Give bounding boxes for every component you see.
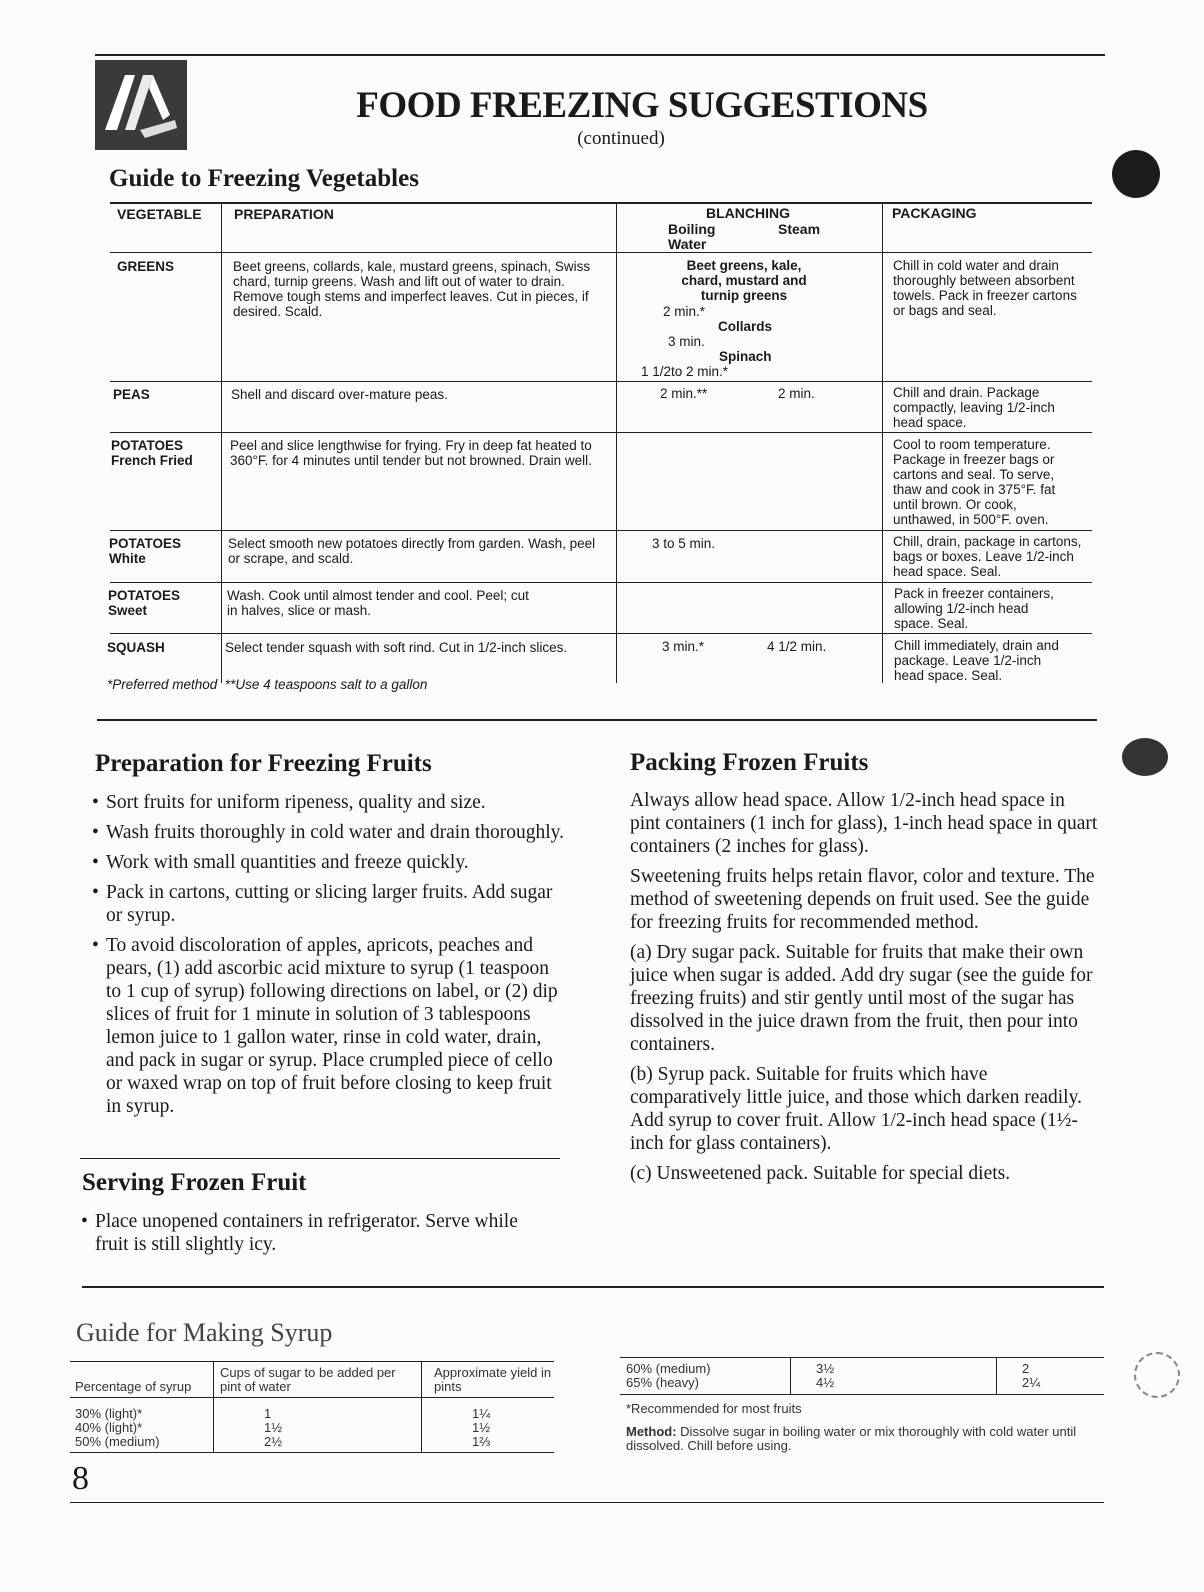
syrup-percentage-cells: 30% (light)* 40% (light)* 50% (medium) xyxy=(75,1406,160,1449)
col-header-boiling-water: Water xyxy=(668,236,707,252)
paragraph: (c) Unsweetened pack. Suitable for special diets. xyxy=(630,1163,1011,1184)
packing-text xyxy=(630,789,1100,1192)
col-header-boiling: Boiling xyxy=(668,221,716,237)
page-title: FOOD FREEZING SUGGESTIONS xyxy=(356,85,928,126)
paragraph: Always allow head space. Allow 1/2-inch head space in pint containers (1 inch for glass), 1-inch head space in quart containers (2 inches for glass). xyxy=(630,790,1098,857)
veg-table-col-rule xyxy=(221,203,222,683)
col-header-packaging: PACKAGING xyxy=(892,205,977,221)
section-divider xyxy=(97,719,1097,721)
veg-table-row-rule xyxy=(110,633,1092,634)
veg-table-row-rule xyxy=(110,432,1092,433)
syrup-method-text: Dissolve sugar in boiling water or mix thoroughly with cold water until dissolved. Chill before using. xyxy=(626,1424,1077,1453)
row-packaging: Cool to room temperature. Package in freezer bags or cartons and seal. To serve, thaw and cook in 375°F. fat until brown. Or cook, unthawed, in 500°F. oven. xyxy=(893,437,1056,527)
row-preparation: Select smooth new potatoes directly from garden. Wash, peel or scrape, and scald. xyxy=(228,536,596,566)
syrup-percentage-cells: 60% (medium) 65% (heavy) xyxy=(626,1361,711,1390)
collards-label: Collards xyxy=(718,319,773,334)
veg-table-header-rule xyxy=(110,252,1092,253)
syrup-yield-cells: 1¼ 1½ 1⅔ xyxy=(472,1406,491,1449)
serving-heading: Serving Frozen Fruit xyxy=(82,1169,307,1196)
row-vegetable-name: PEAS xyxy=(113,387,150,402)
col-header-preparation: PREPARATION xyxy=(234,206,334,222)
row-packaging: Chill immediately, drain and package. Leave 1/2-inch head space. Seal. xyxy=(894,638,1059,683)
syrup-table-col-rule xyxy=(421,1362,422,1452)
page-number: 8 xyxy=(72,1460,89,1497)
list-item: • Wash fruits thoroughly in cold water and drain thoroughly. xyxy=(86,821,566,844)
col-header-blanching: BLANCHING xyxy=(706,205,790,221)
col-header-vegetable: VEGETABLE xyxy=(117,206,202,222)
greens-blanching-label: Beet greens, kale, chard, mustard and turnip greens xyxy=(681,258,807,303)
packing-heading: Packing Frozen Fruits xyxy=(630,749,869,776)
row-preparation: Select tender squash with soft rind. Cut in 1/2-inch slices. xyxy=(225,640,568,655)
syrup-col-header-percentage: Percentage of syrup xyxy=(75,1379,192,1394)
row-vegetable-name: POTATOES White xyxy=(109,536,182,566)
row-vegetable-name: GREENS xyxy=(117,259,175,274)
row-boiling-time: 3 min.* xyxy=(662,639,705,654)
collards-time: 3 min. xyxy=(668,334,705,349)
syrup-method-label: Method: xyxy=(626,1424,677,1439)
syrup-cups-cells: 3½ 4½ xyxy=(816,1361,835,1390)
syrup-cups-cells: 1 1½ 2½ xyxy=(264,1406,283,1449)
syrup-table-top-rule xyxy=(70,1361,554,1362)
veg-guide-heading: Guide to Freezing Vegetables xyxy=(109,165,419,192)
row-preparation: Wash. Cook until almost tender and cool. Peel; cut in halves, slice or mash. xyxy=(227,588,529,618)
veg-table-col-rule xyxy=(616,203,617,683)
syrup-table-col-rule xyxy=(790,1358,791,1394)
veg-table-footnote: *Preferred method **Use 4 teaspoons salt to a gallon xyxy=(107,677,428,692)
syrup-method xyxy=(626,1425,1096,1453)
greens-blanching-time: 2 min.* xyxy=(663,304,706,319)
row-vegetable-name: SQUASH xyxy=(107,640,165,655)
syrup-yield-cells: 2 2¼ xyxy=(1022,1361,1041,1390)
veg-table-col-rule xyxy=(882,203,883,683)
list-item: • Pack in cartons, cutting or slicing larger fruits. Add sugar or syrup. xyxy=(86,881,566,927)
veg-table-row-rule xyxy=(110,530,1092,531)
section-divider xyxy=(82,1286,1104,1288)
row-preparation: Beet greens, collards, kale, mustard greens, spinach, Swiss chard, turnip greens. Wash and lift out of water to drain. Remove tough stems and imperfect leaves. Cut in pieces, if desired. Scald. xyxy=(233,259,591,319)
syrup-col-header-yield: Approximate yield in pints xyxy=(434,1365,552,1394)
footer-rule xyxy=(70,1502,1104,1503)
serving-divider xyxy=(80,1158,560,1159)
syrup-table-bottom-rule xyxy=(70,1452,554,1453)
col-header-steam: Steam xyxy=(778,221,821,237)
prep-fruits-list xyxy=(86,791,566,1125)
syrup-table-top-rule xyxy=(620,1357,1104,1358)
veg-table-row-rule xyxy=(110,582,1092,583)
veg-table-row-rule xyxy=(110,381,1092,382)
tab-marker-dot xyxy=(1112,150,1160,198)
row-packaging: Pack in freezer containers, allowing 1/2-inch head space. Seal. xyxy=(894,586,1054,631)
paragraph: Sweetening fruits helps retain flavor, color and texture. The method of sweetening depends on fruit used. See the guide for freezing fruits for recommended method. xyxy=(630,866,1095,933)
spinach-label: Spinach xyxy=(719,349,772,364)
syrup-col-header-cups: Cups of sugar to be added per pint of water xyxy=(220,1365,396,1394)
syrup-table-col-rule xyxy=(213,1362,214,1452)
row-preparation: Shell and discard over-mature peas. xyxy=(231,387,448,402)
list-item: • Sort fruits for uniform ripeness, quality and size. xyxy=(86,791,566,814)
row-boiling-time: 3 to 5 min. xyxy=(652,536,716,551)
list-item: • Place unopened containers in refrigerator. Serve while fruit is still slightly icy. xyxy=(75,1210,535,1256)
prep-fruits-heading: Preparation for Freezing Fruits xyxy=(95,750,432,777)
row-steam-time: 2 min. xyxy=(778,386,815,401)
row-packaging: Chill, drain, package in cartons, bags or boxes. Leave 1/2-inch head space. Seal. xyxy=(893,534,1082,579)
row-vegetable-name: POTATOES French Fried xyxy=(111,438,193,468)
row-steam-time: 4 1/2 min. xyxy=(767,639,827,654)
paragraph: (b) Syrup pack. Suitable for fruits which have comparatively little juice, and those which darken readily. Add syrup to cover fruit. Allow 1/2-inch head space (1½-inch for glass containers). xyxy=(630,1064,1082,1154)
row-preparation: Peel and slice lengthwise for frying. Fry in deep fat heated to 360°F. for 4 minutes until tender but not browned. Drain well. xyxy=(230,438,592,468)
header-top-rule xyxy=(95,54,1105,56)
row-packaging: Chill in cold water and drain thoroughly between absorbent towels. Pack in freezer cartons or bags and seal. xyxy=(893,258,1077,318)
list-item: • Work with small quantities and freeze quickly. xyxy=(86,851,566,874)
row-vegetable-name: POTATOES Sweet xyxy=(108,588,181,618)
row-boiling-time: 2 min.** xyxy=(660,386,708,401)
syrup-table-header-rule xyxy=(70,1397,554,1398)
list-item: • To avoid discoloration of apples, apricots, peaches and pears, (1) add ascorbic acid mixture to syrup (1 teaspoon to 1 cup of syrup) following directions on label, or (2) dip slices of fruit for 1 minute in solution of 3 tablespoons lemon juice to 1 gallon water, rinse in cold water, drain, and pack in sugar or syrup. Place crumpled piece of cello or waxed wrap on top of fruit before closing to keep fruit in syrup. xyxy=(86,934,566,1118)
syrup-note: *Recommended for most fruits xyxy=(626,1401,802,1416)
serving-list xyxy=(75,1210,535,1263)
syrup-table-col-rule xyxy=(996,1358,997,1394)
syrup-table-bottom-rule xyxy=(620,1394,1104,1395)
binder-hole-icon xyxy=(1134,1352,1180,1398)
row-packaging: Chill and drain. Package compactly, leaving 1/2-inch head space. xyxy=(893,385,1055,430)
paragraph: (a) Dry sugar pack. Suitable for fruits that make their own juice when sugar is added. Add dry sugar (see the guide for freezing fruits) and stir gently until most of the sugar has dissolved in the juice drawn from the fruit, then pour into containers. xyxy=(630,942,1093,1055)
spinach-time: 1 1/2to 2 min.* xyxy=(641,364,729,379)
tab-marker-dot xyxy=(1122,738,1168,776)
page-subtitle: (continued) xyxy=(577,128,665,149)
veg-table-top-rule xyxy=(110,202,1092,204)
syrup-heading: Guide for Making Syrup xyxy=(76,1318,333,1347)
